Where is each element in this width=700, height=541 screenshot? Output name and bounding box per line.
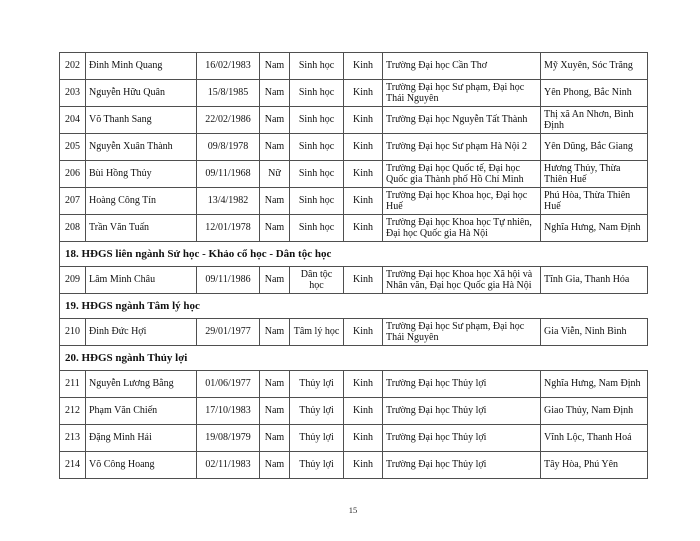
cell-university: Trường Đại học Sư phạm, Đại học Thái Nguyên [383, 319, 541, 346]
cell-hometown: Yên Phong, Bắc Ninh [541, 80, 648, 107]
cell-dob: 29/01/1977 [197, 319, 260, 346]
cell-dob: 19/08/1979 [197, 425, 260, 452]
cell-field: Sinh học [290, 161, 344, 188]
cell-hometown: Nghĩa Hưng, Nam Định [541, 371, 648, 398]
table-row [60, 188, 648, 215]
cell-hometown: Tĩnh Gia, Thanh Hóa [541, 267, 648, 294]
cell-ethnicity: Kinh [344, 53, 383, 80]
cell-dob: 12/01/1978 [197, 215, 260, 242]
cell-gender: Nam [260, 319, 290, 346]
cell-hometown: Hương Thủy, Thừa Thiên Huế [541, 161, 648, 188]
cell-ethnicity: Kinh [344, 134, 383, 161]
cell-name: Trần Văn Tuấn [86, 215, 197, 242]
cell-university: Trường Đại học Cần Thơ [383, 53, 541, 80]
cell-name: Phạm Văn Chiến [86, 398, 197, 425]
cell-gender: Nam [260, 267, 290, 294]
cell-hometown: Gia Viễn, Ninh Bình [541, 319, 648, 346]
table-row [60, 267, 648, 294]
cell-number: 211 [60, 371, 86, 398]
candidate-roster [59, 52, 647, 479]
cell-number: 214 [60, 452, 86, 479]
cell-gender: Nam [260, 398, 290, 425]
cell-hometown: Yên Dũng, Bắc Giang [541, 134, 648, 161]
cell-dob: 22/02/1986 [197, 107, 260, 134]
cell-hometown: Tây Hòa, Phú Yên [541, 452, 648, 479]
cell-field: Thủy lợi [290, 371, 344, 398]
cell-hometown: Thị xã An Nhơn, Bình Định [541, 107, 648, 134]
cell-number: 213 [60, 425, 86, 452]
cell-number: 208 [60, 215, 86, 242]
cell-university: Trường Đại học Khoa học Xã hội và Nhân văn, Đại học Quốc gia Hà Nội [383, 267, 541, 294]
cell-gender: Nam [260, 371, 290, 398]
cell-hometown: Nghĩa Hưng, Nam Định [541, 215, 648, 242]
cell-name: Đặng Minh Hải [86, 425, 197, 452]
cell-field: Sinh học [290, 188, 344, 215]
table-row [60, 53, 648, 80]
cell-dob: 02/11/1983 [197, 452, 260, 479]
cell-gender: Nam [260, 80, 290, 107]
section-header: 19. HĐGS ngành Tâm lý học [59, 294, 647, 318]
cell-dob: 01/06/1977 [197, 371, 260, 398]
cell-hometown: Mỹ Xuyên, Sóc Trăng [541, 53, 648, 80]
section-header: 20. HĐGS ngành Thủy lợi [59, 346, 647, 370]
cell-number: 207 [60, 188, 86, 215]
page-number: 15 [348, 505, 358, 515]
cell-ethnicity: Kinh [344, 371, 383, 398]
cell-number: 204 [60, 107, 86, 134]
cell-dob: 09/11/1968 [197, 161, 260, 188]
table-row [60, 398, 648, 425]
cell-hometown: Giao Thủy, Nam Định [541, 398, 648, 425]
cell-dob: 17/10/1983 [197, 398, 260, 425]
cell-gender: Nam [260, 53, 290, 80]
cell-field: Thủy lợi [290, 452, 344, 479]
cell-name: Hoàng Công Tín [86, 188, 197, 215]
cell-university: Trường Đại học Khoa học Tự nhiên, Đại học Quốc gia Hà Nội [383, 215, 541, 242]
table-row [60, 161, 648, 188]
cell-gender: Nam [260, 452, 290, 479]
cell-ethnicity: Kinh [344, 107, 383, 134]
table-row [60, 371, 648, 398]
cell-gender: Nữ [260, 161, 290, 188]
cell-name: Võ Công Hoang [86, 452, 197, 479]
cell-field: Thủy lợi [290, 425, 344, 452]
cell-name: Võ Thanh Sang [86, 107, 197, 134]
cell-gender: Nam [260, 134, 290, 161]
cell-gender: Nam [260, 107, 290, 134]
cell-number: 205 [60, 134, 86, 161]
cell-field: Tâm lý học [290, 319, 344, 346]
cell-field: Sinh học [290, 215, 344, 242]
cell-number: 202 [60, 53, 86, 80]
table-segment [59, 52, 648, 242]
table-row [60, 80, 648, 107]
cell-university: Trường Đại học Thủy lợi [383, 452, 541, 479]
cell-field: Sinh học [290, 53, 344, 80]
cell-field: Sinh học [290, 80, 344, 107]
cell-gender: Nam [260, 425, 290, 452]
cell-name: Nguyễn Hữu Quân [86, 80, 197, 107]
cell-hometown: Vĩnh Lộc, Thanh Hoá [541, 425, 648, 452]
cell-number: 209 [60, 267, 86, 294]
cell-university: Trường Đại học Thủy lợi [383, 371, 541, 398]
cell-field: Sinh học [290, 134, 344, 161]
cell-name: Lâm Minh Châu [86, 267, 197, 294]
cell-ethnicity: Kinh [344, 161, 383, 188]
cell-university: Trường Đại học Thủy lợi [383, 425, 541, 452]
cell-dob: 09/11/1986 [197, 267, 260, 294]
cell-field: Thủy lợi [290, 398, 344, 425]
cell-gender: Nam [260, 188, 290, 215]
page-footer [59, 505, 647, 515]
cell-ethnicity: Kinh [344, 398, 383, 425]
cell-field: Sinh học [290, 107, 344, 134]
cell-name: Đinh Đức Hợi [86, 319, 197, 346]
cell-gender: Nam [260, 215, 290, 242]
cell-dob: 15/8/1985 [197, 80, 260, 107]
cell-field: Dân tộc học [290, 267, 344, 294]
cell-ethnicity: Kinh [344, 425, 383, 452]
cell-number: 210 [60, 319, 86, 346]
cell-name: Nguyễn Xuân Thành [86, 134, 197, 161]
cell-hometown: Phú Hòa, Thừa Thiên Huế [541, 188, 648, 215]
cell-ethnicity: Kinh [344, 267, 383, 294]
cell-name: Nguyễn Lương Bằng [86, 371, 197, 398]
cell-university: Trường Đại học Sư phạm, Đại học Thái Nguyên [383, 80, 541, 107]
cell-dob: 13/4/1982 [197, 188, 260, 215]
cell-ethnicity: Kinh [344, 188, 383, 215]
cell-number: 203 [60, 80, 86, 107]
table-row [60, 452, 648, 479]
table-segment [59, 266, 648, 294]
table-row [60, 425, 648, 452]
cell-university: Trường Đại học Quốc tế, Đại học Quốc gia Thành phố Hồ Chí Minh [383, 161, 541, 188]
table-row [60, 215, 648, 242]
cell-university: Trường Đại học Thủy lợi [383, 398, 541, 425]
cell-ethnicity: Kinh [344, 319, 383, 346]
table-row [60, 134, 648, 161]
cell-ethnicity: Kinh [344, 215, 383, 242]
table-segment [59, 370, 648, 479]
cell-university: Trường Đại học Khoa học, Đại học Huế [383, 188, 541, 215]
table-segment [59, 318, 648, 346]
cell-ethnicity: Kinh [344, 452, 383, 479]
cell-dob: 16/02/1983 [197, 53, 260, 80]
cell-number: 212 [60, 398, 86, 425]
cell-ethnicity: Kinh [344, 80, 383, 107]
cell-name: Bùi Hồng Thủy [86, 161, 197, 188]
cell-number: 206 [60, 161, 86, 188]
section-header: 18. HĐGS liên ngành Sử học - Khảo cổ học - Dân tộc học [59, 242, 647, 266]
table-row [60, 319, 648, 346]
table-row [60, 107, 648, 134]
cell-dob: 09/8/1978 [197, 134, 260, 161]
cell-name: Đinh Minh Quang [86, 53, 197, 80]
cell-university: Trường Đại học Nguyễn Tất Thành [383, 107, 541, 134]
cell-university: Trường Đại học Sư phạm Hà Nội 2 [383, 134, 541, 161]
